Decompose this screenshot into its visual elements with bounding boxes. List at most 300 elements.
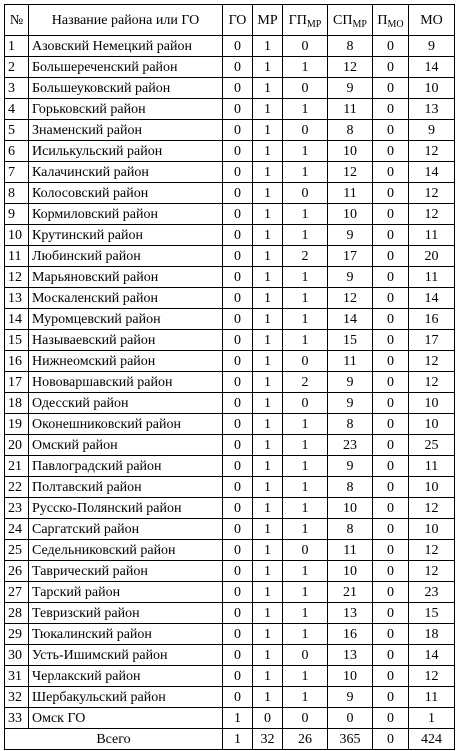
cell-idx: 31	[5, 666, 29, 687]
cell-mo: 25	[409, 435, 455, 456]
cell-name: Тюкалинский район	[29, 624, 223, 645]
cell-sp: 8	[328, 477, 373, 498]
cell-sp: 17	[328, 246, 373, 267]
cell-name: Омский район	[29, 435, 223, 456]
cell-gp: 0	[283, 708, 328, 729]
cell-name: Русско-Полянский район	[29, 498, 223, 519]
cell-name: Тарский район	[29, 582, 223, 603]
cell-mo: 11	[409, 225, 455, 246]
cell-name: Тевризский район	[29, 603, 223, 624]
cell-gp: 1	[283, 57, 328, 78]
cell-idx: 1	[5, 36, 29, 57]
cell-p: 0	[373, 372, 409, 393]
cell-mr: 1	[253, 141, 283, 162]
table-row	[5, 603, 455, 624]
cell-gp: 1	[283, 582, 328, 603]
cell-idx: 14	[5, 309, 29, 330]
cell-go: 0	[223, 288, 253, 309]
cell-p: 0	[373, 120, 409, 141]
header-sp-sub: МР	[352, 18, 367, 30]
cell-mr: 1	[253, 183, 283, 204]
cell-gp: 1	[283, 519, 328, 540]
cell-mr: 1	[253, 687, 283, 708]
header-mr: МР	[253, 5, 283, 36]
cell-sp: 9	[328, 78, 373, 99]
cell-sp: 13	[328, 645, 373, 666]
cell-mo: 15	[409, 603, 455, 624]
header-row	[5, 5, 455, 36]
cell-p: 0	[373, 267, 409, 288]
cell-mr: 1	[253, 57, 283, 78]
cell-sp: 15	[328, 330, 373, 351]
header-gp-main: ГП	[288, 12, 307, 28]
cell-mr: 1	[253, 162, 283, 183]
cell-gp: 0	[283, 78, 328, 99]
cell-idx: 28	[5, 603, 29, 624]
cell-mo: 12	[409, 666, 455, 687]
cell-name: Саргатский район	[29, 519, 223, 540]
cell-idx: 2	[5, 57, 29, 78]
table-row	[5, 141, 455, 162]
cell-mr: 1	[253, 288, 283, 309]
cell-p: 0	[373, 99, 409, 120]
cell-go: 0	[223, 330, 253, 351]
cell-name: Седельниковский район	[29, 540, 223, 561]
table-row	[5, 372, 455, 393]
cell-go: 0	[223, 36, 253, 57]
cell-name: Крутинский район	[29, 225, 223, 246]
cell-idx: 19	[5, 414, 29, 435]
cell-sp: 11	[328, 183, 373, 204]
cell-gp: 1	[283, 414, 328, 435]
cell-name: Кормиловский район	[29, 204, 223, 225]
cell-mr: 1	[253, 603, 283, 624]
cell-sp: 9	[328, 687, 373, 708]
cell-mo: 9	[409, 120, 455, 141]
cell-mr: 1	[253, 393, 283, 414]
cell-idx: 12	[5, 267, 29, 288]
cell-sp: 11	[328, 351, 373, 372]
table-row	[5, 456, 455, 477]
cell-mr: 1	[253, 204, 283, 225]
cell-mo: 10	[409, 78, 455, 99]
header-gp	[283, 5, 328, 36]
cell-gp: 1	[283, 666, 328, 687]
cell-p: 0	[373, 330, 409, 351]
cell-mo: 14	[409, 645, 455, 666]
cell-idx: 16	[5, 351, 29, 372]
table-row	[5, 435, 455, 456]
table-row	[5, 519, 455, 540]
cell-gp: 0	[283, 120, 328, 141]
cell-mo: 12	[409, 540, 455, 561]
cell-sp: 11	[328, 99, 373, 120]
cell-go: 0	[223, 561, 253, 582]
cell-mr: 1	[253, 225, 283, 246]
cell-name: Большеуковский район	[29, 78, 223, 99]
cell-name: Колосовский район	[29, 183, 223, 204]
cell-idx: 30	[5, 645, 29, 666]
cell-sp: 10	[328, 561, 373, 582]
cell-gp: 1	[283, 435, 328, 456]
cell-name: Исилькульский район	[29, 141, 223, 162]
cell-gp: 1	[283, 141, 328, 162]
cell-idx: 25	[5, 540, 29, 561]
cell-gp: 0	[283, 645, 328, 666]
cell-gp: 0	[283, 351, 328, 372]
cell-idx: 33	[5, 708, 29, 729]
cell-name: Полтавский район	[29, 477, 223, 498]
cell-mo: 11	[409, 687, 455, 708]
cell-idx: 24	[5, 519, 29, 540]
header-p	[373, 5, 409, 36]
cell-sp: 8	[328, 120, 373, 141]
cell-gp: 1	[283, 99, 328, 120]
table-row	[5, 204, 455, 225]
cell-mr: 1	[253, 78, 283, 99]
cell-p: 0	[373, 162, 409, 183]
cell-mo: 10	[409, 414, 455, 435]
cell-go: 0	[223, 309, 253, 330]
cell-p: 0	[373, 519, 409, 540]
table-row	[5, 351, 455, 372]
cell-mo: 10	[409, 519, 455, 540]
cell-gp: 2	[283, 246, 328, 267]
cell-mo: 14	[409, 288, 455, 309]
cell-mo: 12	[409, 498, 455, 519]
header-idx: №	[5, 5, 29, 36]
cell-sp: 10	[328, 666, 373, 687]
table-row	[5, 57, 455, 78]
cell-gp: 1	[283, 309, 328, 330]
cell-sp: 21	[328, 582, 373, 603]
cell-sp: 12	[328, 162, 373, 183]
cell-idx: 27	[5, 582, 29, 603]
header-mo: МО	[409, 5, 455, 36]
cell-go: 0	[223, 624, 253, 645]
cell-p: 0	[373, 204, 409, 225]
table-row	[5, 582, 455, 603]
cell-idx: 20	[5, 435, 29, 456]
cell-mo: 9	[409, 36, 455, 57]
cell-sp: 10	[328, 204, 373, 225]
cell-go: 0	[223, 540, 253, 561]
cell-mo: 12	[409, 204, 455, 225]
cell-name: Большереченский район	[29, 57, 223, 78]
cell-sp: 11	[328, 540, 373, 561]
cell-mr: 1	[253, 330, 283, 351]
cell-go: 0	[223, 393, 253, 414]
cell-p: 0	[373, 687, 409, 708]
cell-p: 0	[373, 603, 409, 624]
cell-mr: 1	[253, 498, 283, 519]
cell-idx: 23	[5, 498, 29, 519]
cell-name: Знаменский район	[29, 120, 223, 141]
cell-p: 0	[373, 435, 409, 456]
cell-mo: 10	[409, 477, 455, 498]
cell-name: Усть-Ишимский район	[29, 645, 223, 666]
total-go: 1	[223, 729, 253, 750]
table-row	[5, 36, 455, 57]
cell-gp: 0	[283, 393, 328, 414]
cell-mo: 10	[409, 393, 455, 414]
cell-p: 0	[373, 414, 409, 435]
cell-mo: 12	[409, 141, 455, 162]
cell-p: 0	[373, 498, 409, 519]
cell-mo: 11	[409, 267, 455, 288]
header-p-sub: МО	[387, 18, 404, 30]
cell-mr: 1	[253, 99, 283, 120]
cell-mr: 1	[253, 120, 283, 141]
total-label: Всего	[5, 729, 223, 750]
cell-go: 0	[223, 414, 253, 435]
cell-sp: 9	[328, 225, 373, 246]
cell-p: 0	[373, 561, 409, 582]
cell-go: 0	[223, 666, 253, 687]
cell-gp: 0	[283, 540, 328, 561]
cell-mr: 1	[253, 435, 283, 456]
table-row	[5, 561, 455, 582]
cell-mr: 1	[253, 267, 283, 288]
cell-name: Нововаршавский район	[29, 372, 223, 393]
cell-mo: 12	[409, 183, 455, 204]
cell-gp: 1	[283, 330, 328, 351]
cell-go: 0	[223, 645, 253, 666]
cell-mo: 13	[409, 99, 455, 120]
cell-mr: 1	[253, 582, 283, 603]
table-row	[5, 393, 455, 414]
header-go: ГО	[223, 5, 253, 36]
cell-idx: 6	[5, 141, 29, 162]
cell-mr: 1	[253, 477, 283, 498]
cell-p: 0	[373, 477, 409, 498]
cell-go: 1	[223, 708, 253, 729]
cell-gp: 1	[283, 162, 328, 183]
cell-p: 0	[373, 36, 409, 57]
cell-name: Одесский район	[29, 393, 223, 414]
cell-sp: 0	[328, 708, 373, 729]
table-row	[5, 78, 455, 99]
municipalities-table	[4, 4, 455, 750]
cell-mr: 1	[253, 372, 283, 393]
cell-go: 0	[223, 204, 253, 225]
cell-sp: 9	[328, 393, 373, 414]
cell-gp: 0	[283, 183, 328, 204]
cell-go: 0	[223, 456, 253, 477]
cell-go: 0	[223, 351, 253, 372]
table-row	[5, 477, 455, 498]
table-row	[5, 267, 455, 288]
header-sp	[328, 5, 373, 36]
cell-idx: 7	[5, 162, 29, 183]
cell-sp: 12	[328, 288, 373, 309]
table-row	[5, 288, 455, 309]
cell-mo: 20	[409, 246, 455, 267]
table-row	[5, 162, 455, 183]
total-sp: 365	[328, 729, 373, 750]
total-mo: 424	[409, 729, 455, 750]
cell-sp: 10	[328, 141, 373, 162]
cell-idx: 4	[5, 99, 29, 120]
cell-idx: 18	[5, 393, 29, 414]
cell-idx: 9	[5, 204, 29, 225]
header-p-main: П	[377, 12, 388, 28]
cell-p: 0	[373, 57, 409, 78]
cell-name: Шербакульский район	[29, 687, 223, 708]
cell-gp: 1	[283, 624, 328, 645]
cell-sp: 8	[328, 519, 373, 540]
cell-sp: 9	[328, 456, 373, 477]
table-row	[5, 708, 455, 729]
cell-name: Муромцевский район	[29, 309, 223, 330]
cell-name: Нижнеомский район	[29, 351, 223, 372]
cell-gp: 1	[283, 267, 328, 288]
cell-p: 0	[373, 624, 409, 645]
cell-idx: 8	[5, 183, 29, 204]
cell-p: 0	[373, 582, 409, 603]
cell-p: 0	[373, 309, 409, 330]
cell-mr: 1	[253, 456, 283, 477]
cell-sp: 14	[328, 309, 373, 330]
cell-gp: 1	[283, 561, 328, 582]
cell-mo: 12	[409, 561, 455, 582]
cell-mr: 1	[253, 624, 283, 645]
cell-idx: 21	[5, 456, 29, 477]
cell-idx: 17	[5, 372, 29, 393]
cell-mo: 12	[409, 372, 455, 393]
cell-name: Омск ГО	[29, 708, 223, 729]
cell-p: 0	[373, 246, 409, 267]
table-row	[5, 120, 455, 141]
cell-mr: 1	[253, 561, 283, 582]
table-row	[5, 540, 455, 561]
cell-sp: 9	[328, 267, 373, 288]
cell-p: 0	[373, 225, 409, 246]
cell-p: 0	[373, 288, 409, 309]
cell-mo: 16	[409, 309, 455, 330]
cell-go: 0	[223, 687, 253, 708]
table-row	[5, 99, 455, 120]
cell-name: Горьковский район	[29, 99, 223, 120]
cell-idx: 10	[5, 225, 29, 246]
cell-gp: 1	[283, 687, 328, 708]
total-gp: 26	[283, 729, 328, 750]
cell-go: 0	[223, 372, 253, 393]
cell-p: 0	[373, 78, 409, 99]
cell-gp: 1	[283, 498, 328, 519]
cell-mr: 1	[253, 246, 283, 267]
cell-gp: 1	[283, 477, 328, 498]
cell-gp: 0	[283, 36, 328, 57]
cell-go: 0	[223, 78, 253, 99]
cell-go: 0	[223, 582, 253, 603]
total-mr: 32	[253, 729, 283, 750]
cell-name: Павлоградский район	[29, 456, 223, 477]
cell-idx: 32	[5, 687, 29, 708]
cell-idx: 11	[5, 246, 29, 267]
cell-name: Оконешниковский район	[29, 414, 223, 435]
header-sp-main: СП	[333, 12, 353, 28]
cell-go: 0	[223, 141, 253, 162]
cell-p: 0	[373, 351, 409, 372]
cell-p: 0	[373, 666, 409, 687]
cell-name: Москаленский район	[29, 288, 223, 309]
cell-mr: 1	[253, 414, 283, 435]
cell-gp: 2	[283, 372, 328, 393]
cell-idx: 5	[5, 120, 29, 141]
cell-go: 0	[223, 267, 253, 288]
cell-mo: 14	[409, 57, 455, 78]
cell-gp: 1	[283, 456, 328, 477]
cell-name: Черлакский район	[29, 666, 223, 687]
table-row	[5, 666, 455, 687]
total-row	[5, 729, 455, 750]
cell-mr: 1	[253, 351, 283, 372]
cell-p: 0	[373, 708, 409, 729]
cell-name: Азовский Немецкий район	[29, 36, 223, 57]
cell-name: Таврический район	[29, 561, 223, 582]
table-row	[5, 645, 455, 666]
cell-name: Калачинский район	[29, 162, 223, 183]
cell-p: 0	[373, 141, 409, 162]
header-gp-sub: МР	[306, 18, 322, 30]
cell-p: 0	[373, 456, 409, 477]
total-p: 0	[373, 729, 409, 750]
cell-go: 0	[223, 477, 253, 498]
cell-mr: 1	[253, 36, 283, 57]
cell-sp: 10	[328, 498, 373, 519]
table-row	[5, 687, 455, 708]
cell-mr: 1	[253, 645, 283, 666]
cell-gp: 1	[283, 603, 328, 624]
cell-idx: 15	[5, 330, 29, 351]
cell-mr: 0	[253, 708, 283, 729]
cell-gp: 1	[283, 225, 328, 246]
cell-gp: 1	[283, 288, 328, 309]
cell-go: 0	[223, 162, 253, 183]
cell-mo: 1	[409, 708, 455, 729]
cell-p: 0	[373, 540, 409, 561]
cell-gp: 1	[283, 204, 328, 225]
cell-mo: 12	[409, 351, 455, 372]
table-row	[5, 624, 455, 645]
table-row	[5, 498, 455, 519]
cell-mr: 1	[253, 309, 283, 330]
cell-go: 0	[223, 57, 253, 78]
cell-sp: 8	[328, 414, 373, 435]
cell-sp: 8	[328, 36, 373, 57]
cell-go: 0	[223, 603, 253, 624]
cell-go: 0	[223, 435, 253, 456]
cell-mr: 1	[253, 519, 283, 540]
table-row	[5, 309, 455, 330]
cell-go: 0	[223, 498, 253, 519]
cell-go: 0	[223, 246, 253, 267]
table-row	[5, 414, 455, 435]
cell-name: Марьяновский район	[29, 267, 223, 288]
table-row	[5, 246, 455, 267]
cell-mo: 14	[409, 162, 455, 183]
cell-p: 0	[373, 645, 409, 666]
cell-go: 0	[223, 120, 253, 141]
cell-mo: 11	[409, 456, 455, 477]
cell-sp: 9	[328, 372, 373, 393]
cell-go: 0	[223, 183, 253, 204]
cell-idx: 26	[5, 561, 29, 582]
cell-go: 0	[223, 225, 253, 246]
table-row	[5, 225, 455, 246]
cell-idx: 22	[5, 477, 29, 498]
